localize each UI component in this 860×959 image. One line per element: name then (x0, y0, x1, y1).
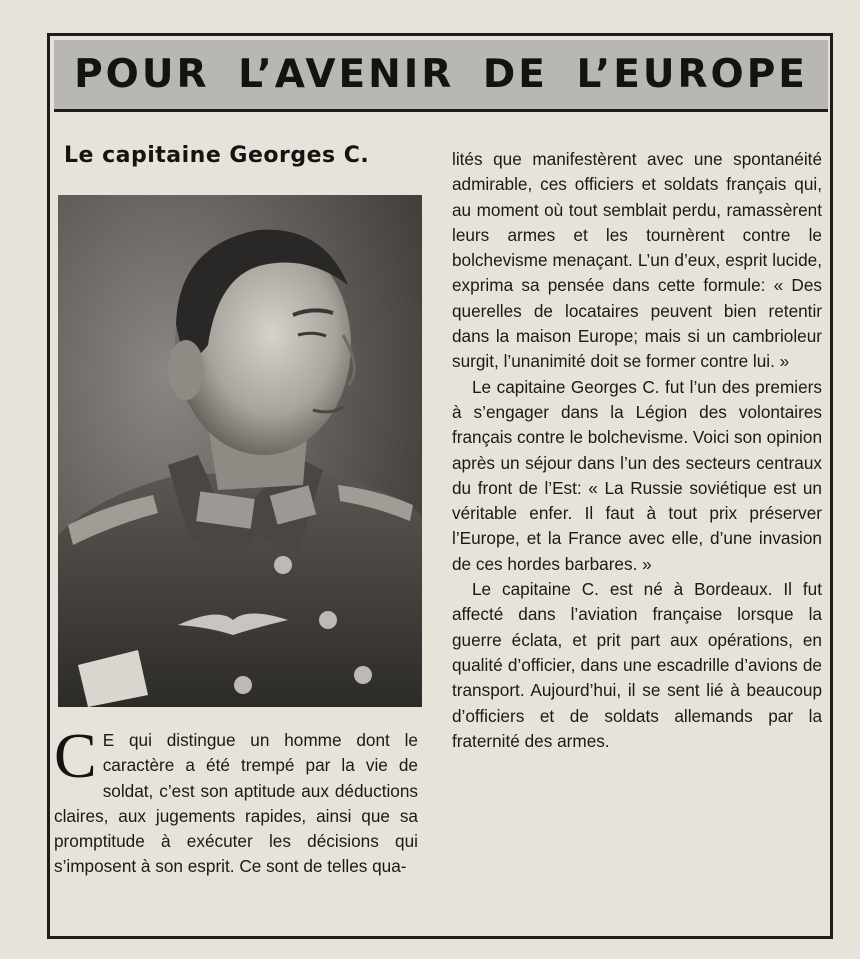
portrait-illustration (58, 195, 422, 707)
headline-banner (54, 40, 828, 112)
headline-title: POUR L’AVENIR DE L’EUROPE (74, 52, 808, 97)
paragraph-2: Le capitaine Georges C. fut l’un des premiers à s’engager dans la Légion des volontaires français contre le bolchevisme. Voici son opinion après un séjour dans l’un des secteurs centraux du front de l’Est: « La Russie soviétique est un véritable enfer. Il faut à tout prix préserver l’Europe, et la France avec elle, d’une invasion de ces hordes barbares. » (452, 376, 822, 574)
right-column (452, 147, 822, 754)
intro-text: E qui distingue un homme dont le caractère a été trempé par la vie de soldat, c’est son aptitude aux déductions claires, aux jugements rapides, ainsi que sa promptitude à exécuter les décisions qui s’imposent à son esprit. Ce sont de telles qua- (54, 730, 418, 877)
portrait-photo (58, 195, 422, 707)
intro-paragraph (54, 720, 418, 880)
article-subtitle: Le capitaine Georges C. (64, 143, 370, 168)
paragraph-3: Le capitaine C. est né à Bordeaux. Il fut affecté dans l’aviation française lorsque la guerre éclata, et prit part aux opérations, en qualité d’officier, dans une escadrille d’avions de transport. Aujourd’hui, il se sent lié à beaucoup d’officiers et de soldats allemands par la fraternité des armes. (452, 579, 822, 751)
paragraph-1: lités que manifestèrent avec une spontanéité admirable, ces officiers et soldats français qui, au moment où tout semblait perdu, ramassèrent leurs armes et les tournèrent contre le bolchevisme menaçant. L’un d’eux, esprit lucide, exprima sa pensée dans cette formule: « Des querelles de locataires peuvent bien retentir dans la maison Europe; mais si un cambrioleur surgit, l’unanimité doit se former contre lui. » (452, 149, 822, 372)
drop-cap: C (54, 720, 97, 791)
